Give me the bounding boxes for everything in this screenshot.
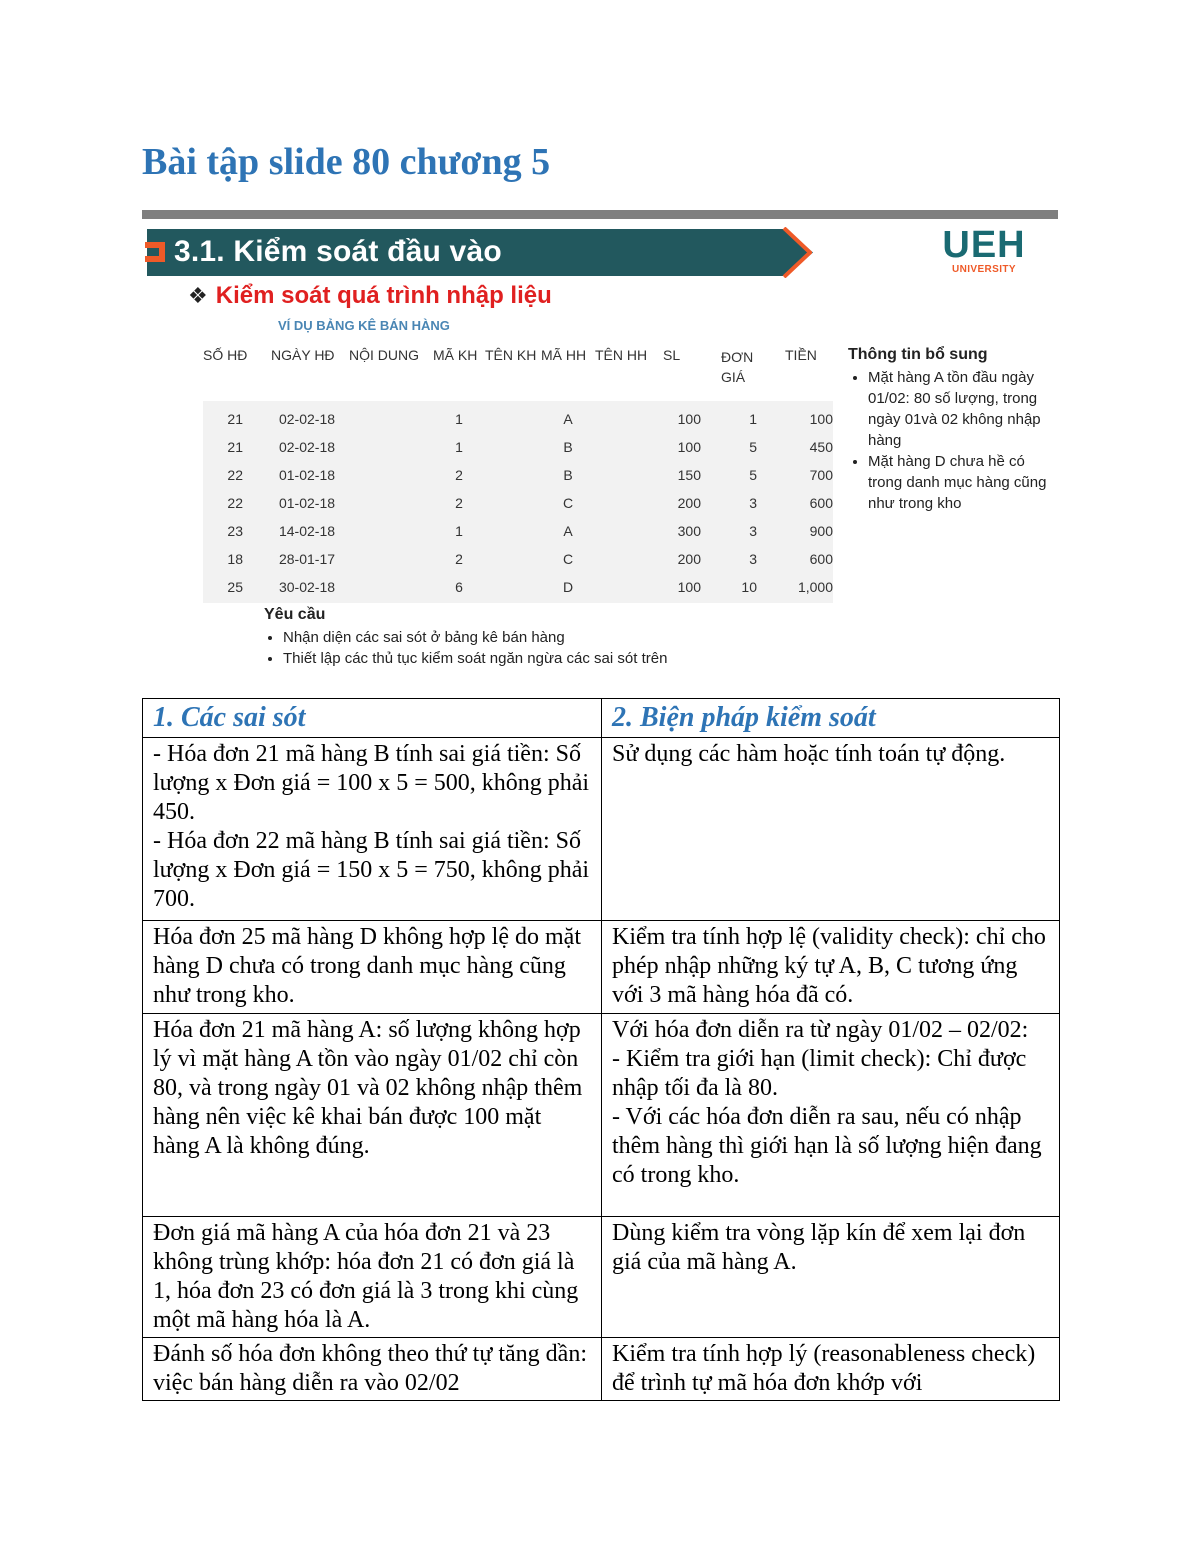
control-text: - Với các hóa đơn diễn ra sau, nếu có nhập thêm hàng thì giới hạn là số lượng hiện đang có trong kho. <box>612 1104 1042 1188</box>
sales-cell <box>485 545 541 573</box>
sales-cell: 01-02-18 <box>278 495 336 511</box>
col-header: TIỀN <box>785 347 817 363</box>
sales-cell <box>485 489 541 517</box>
sales-cell <box>349 545 433 573</box>
col-header: MÃ KH <box>433 347 478 363</box>
banner-arrow-icon <box>778 227 812 278</box>
errors-column-header: 1. Các sai sót <box>143 699 602 738</box>
additional-info <box>848 344 1048 514</box>
sales-cell <box>595 545 655 573</box>
sales-cell <box>595 517 655 545</box>
sales-cell: 6 <box>455 579 463 595</box>
slide-image <box>142 210 1058 680</box>
control-cell <box>602 1338 1060 1401</box>
error-cell <box>143 921 602 1014</box>
sales-cell: 300 <box>677 523 701 539</box>
error-cell <box>143 1014 602 1217</box>
col-header: NGÀY HĐ <box>271 347 335 363</box>
error-text: Hóa đơn 21 mã hàng A: số lượng không hợp lý vì mặt hàng A tồn vào ngày 01/02 chỉ còn 80, và trong ngày 01 và 02 không nhập thêm hàng nên việc kê khai bán được 100 mặt hàng A là không đúng. <box>153 1017 583 1159</box>
control-table-row <box>143 1014 1060 1217</box>
sales-cell <box>485 573 541 601</box>
sales-cell <box>595 405 655 433</box>
sales-cell: 2 <box>455 467 463 483</box>
error-text: Đánh số hóa đơn không theo thứ tự tăng dần: việc bán hàng diễn ra vào 02/02 <box>153 1341 587 1396</box>
control-table-row <box>143 738 1060 921</box>
control-text: - Kiểm tra giới hạn (limit check): Chỉ được nhập tối đa là 80. <box>612 1046 1027 1101</box>
sales-cell: 3 <box>749 495 757 511</box>
col-header: SỐ HĐ <box>203 347 248 363</box>
sales-cell: 1 <box>749 411 757 427</box>
sales-table-caption: VÍ DỤ BẢNG KÊ BÁN HÀNG <box>278 318 450 333</box>
logo-main-text: UEH <box>942 224 1026 266</box>
sales-cell: 21 <box>227 439 243 455</box>
sales-cell: 5 <box>749 439 757 455</box>
control-text: Kiểm tra tính hợp lệ (validity check): chỉ cho phép nhập những ký tự A, B, C tương ứng với 3 mã hàng hóa đã có. <box>612 924 1046 1008</box>
sales-cell: 23 <box>227 523 243 539</box>
sales-cell: 450 <box>809 439 833 455</box>
error-cell <box>143 738 602 921</box>
sales-cell: C <box>562 551 574 567</box>
sales-cell <box>485 405 541 433</box>
sales-cell: 02-02-18 <box>278 439 336 455</box>
banner-bracket-icon <box>145 238 167 268</box>
sales-row <box>203 489 833 517</box>
sales-cell <box>485 433 541 461</box>
control-cell <box>602 1217 1060 1338</box>
logo-sub-text: UNIVERSITY <box>951 264 1016 275</box>
sales-cell: 1,000 <box>797 579 833 595</box>
sales-cell: 150 <box>677 467 701 483</box>
slide-subtitle-text: Kiểm soát quá trình nhập liệu <box>215 282 552 309</box>
sales-cell <box>349 433 433 461</box>
sales-row <box>203 405 833 433</box>
requirement-item: • Thiết lập các thủ tục kiểm soát ngăn ngừa các sai sót trên <box>283 648 667 669</box>
control-cell <box>602 1014 1060 1217</box>
sales-cell: 21 <box>227 411 243 427</box>
sales-row <box>203 573 833 601</box>
sales-cell <box>349 461 433 489</box>
sales-row <box>203 517 833 545</box>
error-text: - Hóa đơn 22 mã hàng B tính sai giá tiền: Số lượng x Đơn giá = 150 x 5 = 750, không phải 700. <box>153 828 590 912</box>
sales-table-wrapper <box>203 343 833 603</box>
sales-cell: 700 <box>809 467 833 483</box>
sales-cell: 1 <box>455 523 463 539</box>
col-header: NỘI DUNG <box>349 347 419 363</box>
sales-cell: 1 <box>455 439 463 455</box>
col-header: ĐƠN GIÁ <box>721 349 754 385</box>
sales-cell <box>595 489 655 517</box>
sales-cell: 30-02-18 <box>278 579 336 595</box>
sales-cell: 100 <box>809 411 833 427</box>
control-table <box>142 698 1060 1401</box>
sales-row <box>203 433 833 461</box>
sales-cell <box>595 461 655 489</box>
control-table-row <box>143 1217 1060 1338</box>
error-cell <box>143 1217 602 1338</box>
slide-banner-title: 3.1. Kiểm soát đầu vào <box>174 235 502 268</box>
sales-row <box>203 545 833 573</box>
sales-table-header <box>203 343 833 405</box>
document-title: Bài tập slide 80 chương 5 <box>142 141 551 183</box>
sales-cell <box>595 433 655 461</box>
error-text: - Hóa đơn 21 mã hàng B tính sai giá tiền: Số lượng x Đơn giá = 100 x 5 = 500, không phải 450. <box>153 741 590 825</box>
sales-cell: C <box>562 495 574 511</box>
error-text: Hóa đơn 25 mã hàng D không hợp lệ do mặt hàng D chưa có trong danh mục hàng cũng như trong kho. <box>153 924 581 1008</box>
sales-cell: A <box>563 523 573 539</box>
error-text: Đơn giá mã hàng A của hóa đơn 21 và 23 không trùng khớp: hóa đơn 21 có đơn giá là 1, hóa đơn 23 có đơn giá là 3 trong khi cùng một mã hàng hóa là A. <box>153 1220 579 1333</box>
sales-cell: 02-02-18 <box>278 411 336 427</box>
sales-cell <box>349 489 433 517</box>
sales-cell: 3 <box>749 551 757 567</box>
sales-cell: 2 <box>455 495 463 511</box>
sales-cell: 25 <box>227 579 243 595</box>
sales-table <box>203 343 833 601</box>
additional-info-item: • Mặt hàng A tồn đầu ngày 01/02: 80 số lượng, trong ngày 01và 02 không nhập hàng <box>868 367 1048 451</box>
slide-subtitle <box>188 282 552 310</box>
error-cell <box>143 1338 602 1401</box>
sales-cell: 200 <box>677 551 701 567</box>
sales-cell: 600 <box>809 495 833 511</box>
sales-cell <box>349 573 433 601</box>
sales-cell: A <box>563 411 573 427</box>
sales-cell <box>485 461 541 489</box>
col-header: TÊN HH <box>595 347 648 363</box>
control-cell <box>602 738 1060 921</box>
sales-cell: 5 <box>749 467 757 483</box>
sales-cell: 900 <box>809 523 833 539</box>
col-header: SL <box>663 347 681 363</box>
sales-cell: B <box>563 439 573 455</box>
sales-cell: 100 <box>677 579 701 595</box>
control-table-header <box>143 699 1060 738</box>
sales-cell <box>595 573 655 601</box>
sales-cell: 18 <box>227 551 243 567</box>
sales-cell: 22 <box>227 495 243 511</box>
control-text: Kiểm tra tính hợp lý (reasonableness check) để trình tự mã hóa đơn khớp với <box>612 1341 1036 1396</box>
sales-cell: 600 <box>809 551 833 567</box>
sales-cell: 100 <box>677 411 701 427</box>
control-cell <box>602 921 1060 1014</box>
control-text: Dùng kiểm tra vòng lặp kín để xem lại đơn giá của mã hàng A. <box>612 1220 1026 1275</box>
col-header: MÃ HH <box>541 347 587 363</box>
col-header: TÊN KH <box>485 347 537 363</box>
requirements-heading: Yêu cầu <box>264 606 326 623</box>
control-text: Sử dụng các hàm hoặc tính toán tự động. <box>612 741 1006 767</box>
sales-cell: 200 <box>677 495 701 511</box>
requirement-item: • Nhận diện các sai sót ở bảng kê bán hàng <box>283 627 667 648</box>
control-table-row <box>143 1338 1060 1401</box>
control-table-row <box>143 921 1060 1014</box>
sales-cell: 2 <box>455 551 463 567</box>
sales-cell <box>349 517 433 545</box>
controls-column-header: 2. Biện pháp kiểm soát <box>602 699 1060 738</box>
additional-info-item: • Mặt hàng D chưa hề có trong danh mục hàng cũng như trong kho <box>868 451 1048 514</box>
slide-top-bar <box>142 210 1058 219</box>
sales-cell: 14-02-18 <box>278 523 336 539</box>
additional-info-heading: Thông tin bổ sung <box>848 346 988 363</box>
ueh-logo <box>942 226 1026 275</box>
sales-cell <box>349 405 433 433</box>
control-text: Với hóa đơn diễn ra từ ngày 01/02 – 02/02: <box>612 1017 1029 1043</box>
sales-cell: 100 <box>677 439 701 455</box>
sales-cell <box>485 517 541 545</box>
sales-cell: 01-02-18 <box>278 467 336 483</box>
diamond-bullet-icon: ❖ <box>188 283 208 308</box>
sales-cell: 22 <box>227 467 243 483</box>
requirements-list <box>263 627 667 669</box>
sales-row <box>203 461 833 489</box>
sales-cell: B <box>563 467 573 483</box>
sales-cell: 1 <box>455 411 463 427</box>
sales-cell: D <box>562 579 574 595</box>
sales-cell: 3 <box>749 523 757 539</box>
sales-cell: 28-01-17 <box>278 551 336 567</box>
sales-cell: 10 <box>741 579 757 595</box>
